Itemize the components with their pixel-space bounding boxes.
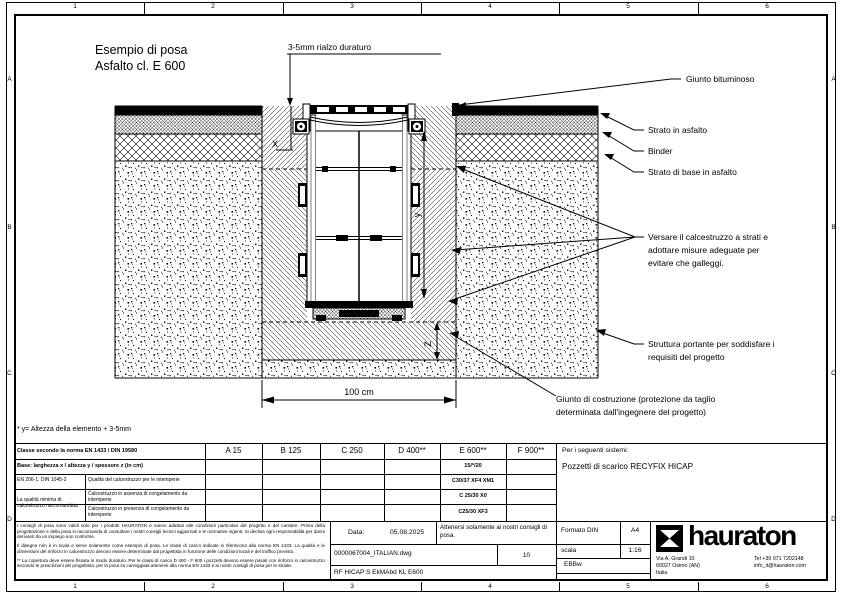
callout-giunto-bituminoso-label: Giunto bituminoso	[686, 74, 755, 84]
grid-row-label: D	[831, 516, 836, 523]
grid-row-label: A	[7, 76, 12, 83]
address-line: Via A. Grandi 10	[656, 556, 695, 562]
scale-label: scala	[561, 547, 577, 554]
page-title-line1: Esempio di posa	[95, 43, 188, 57]
grid-col-label: 3	[350, 583, 354, 590]
dimension-width-label: 100 cm	[344, 387, 374, 397]
grid-col-label: 6	[765, 583, 769, 590]
footnote-y: * y= Altezza della elemento + 3-5mm	[17, 426, 132, 433]
concrete-row2-e600: C 25/30 X0	[459, 493, 487, 499]
concrete-row3-label: Calcestruzzo in presenza di congelamento da intemperie	[88, 506, 190, 518]
grid-row-label: C	[831, 370, 836, 377]
address-line: Italia	[656, 569, 668, 576]
systems-label: Per i seguenti sistemi:	[562, 447, 629, 454]
grid-col-label: 2	[211, 3, 215, 10]
concrete-row2-label: Calcestruzzo in assenza di congelamento da intemperie	[88, 491, 188, 503]
concrete-row3-e600: C25/30 XF3	[458, 509, 488, 515]
format-label: Formato DIN	[561, 527, 599, 534]
systems-value: Pozzetti di scarico RECYFIX HICAP	[562, 462, 694, 471]
grid-col-label: 1	[73, 3, 77, 10]
callout-versare-line2: adottare misure adeguate per	[648, 245, 760, 255]
format-value: A4	[630, 527, 640, 534]
grid-row-label: C	[7, 370, 12, 377]
dimension-z-label: Z	[423, 341, 433, 347]
class-d400: D 400**	[398, 446, 426, 455]
class-table-row2-label: Base: larghezza x / altezza y / spessore z (in cm)	[17, 463, 143, 469]
contact-line: Tel +39 071 7202148	[754, 556, 804, 562]
grid-col-label: 5	[626, 3, 630, 10]
dimension-y-label: y	[412, 212, 422, 218]
disclaimer-paragraph: Il disegno non è in scala e serve solamente come esempio di posa. Le classi di carico indicate si riferiscono alla norma EN 1433. La qualità e le dimensioni del rinforzo in calcestruzzo devono essere determinate dal progettista in funzione delle condizioni locali e del traffico previsto.	[17, 543, 325, 554]
callout-giunto-costruzione-line1: Giunto di costruzione (protezione da taglio	[556, 394, 716, 404]
callout-versare-line1: Versare il calcestruzzo a strati e	[648, 232, 768, 242]
concrete-note: La qualità minima di calcestruzzo raccomandata	[17, 497, 78, 509]
ground-right	[452, 103, 598, 378]
grid-col-label: 5	[626, 583, 630, 590]
scale-value: 1:16	[628, 547, 642, 554]
grid-row-label: B	[831, 224, 836, 231]
callout-strato-asfalto	[600, 113, 707, 135]
contact-line: info_it@hauraton.com	[754, 562, 806, 569]
brand-wordmark: hauraton	[688, 522, 796, 550]
callout-versare-line3: evitare che galleggi.	[648, 258, 724, 268]
class-table-row1-label: Classe secondo la norma EN 1433 / DIN 19580	[17, 448, 138, 454]
callout-binder-label: Binder	[648, 146, 673, 156]
address-line: 60027 Osimo (AN)	[656, 562, 700, 569]
advice-note: Attenersi solamente ai nostri consigli di posa.	[440, 524, 547, 539]
callout-struttura-line2: requisiti del progetto	[648, 352, 725, 362]
sheet-number: 10	[522, 552, 531, 559]
callout-struttura-line1: Struttura portante per soddisfare i	[648, 339, 775, 349]
grid-row-label: D	[7, 516, 12, 523]
grid-col-label: 6	[765, 3, 769, 10]
grid-col-label: 3	[350, 3, 354, 10]
shaft-interior	[316, 115, 402, 303]
callout-strato-base-label: Strato di base in asfalto	[648, 167, 737, 177]
dimension-width	[262, 380, 456, 408]
class-f900: F 900**	[517, 446, 545, 455]
callout-strato-asfalto-label: Strato in asfalto	[648, 125, 708, 135]
page-title-line2: Asfalto cl. E 600	[95, 59, 186, 73]
callout-rialzo	[287, 42, 441, 106]
class-b125: B 125	[280, 446, 302, 455]
callout-binder	[602, 132, 673, 156]
hauraton-logo-icon	[656, 525, 683, 552]
contact-block	[754, 556, 828, 570]
class-e600: E 600**	[459, 446, 487, 455]
date-label: Data:	[348, 529, 365, 536]
callout-rialzo-label: 3-5mm rialzo duraturo	[288, 42, 372, 52]
callout-struttura	[596, 329, 775, 362]
disclaimer-paragraph: ** La copertura deve essere fissata in modo duraturo. Per le classi di carico D 400 - F 900 i pozzetti devono essere posati con rinforzo in calcestruzzo secondo le prescrizioni del progettista; per la posa su carreggiata attenersi alla norma EN 1433 e ai nostri consigli di posa per le strade.	[17, 557, 325, 568]
callout-strato-base	[604, 154, 737, 177]
grid-col-label: 4	[488, 3, 492, 10]
drawing-title-code: RF HICAP S EkMAbd KL E600	[334, 569, 424, 576]
grid-row-label: A	[831, 76, 836, 83]
shaft-bottom	[305, 301, 413, 321]
ground-left	[115, 106, 262, 378]
grid-col-label: 1	[73, 583, 77, 590]
drawing-file: 0000067004_ITALIAN.dwg	[334, 550, 412, 557]
callout-giunto-costruzione-line2: determinata dall'ingegnere del progetto)	[556, 407, 706, 417]
concrete-norm: EN 206-1; DIN 1045-2	[17, 477, 67, 483]
concrete-row1-e600: C30/37 XF4 XM1	[451, 478, 495, 484]
grid-col-label: 2	[211, 583, 215, 590]
address-block	[656, 556, 751, 576]
callout-giunto-bituminoso	[456, 74, 755, 109]
editor-initials: EBBw	[564, 561, 582, 568]
date-value: 05.08.2025	[390, 529, 425, 536]
base-dimensions-e600: 15/*/20	[464, 463, 482, 469]
grid-col-label: 4	[488, 583, 492, 590]
disclaimer-paragraph: I consigli di posa sono validi solo per i prodotti HAURATON e vanno adattati alle condizioni particolari del progetto e del cantiere. Prima della progettazione e della posa si raccomanda di consultare i nostri consigli tecnici aggiornati e le normative vigenti. Si declina ogni responsabilità per danni derivanti da un impiego non conforme.	[17, 523, 325, 539]
concrete-row1-label: Qualità del calcestruzzo per le intemperie	[88, 477, 180, 483]
class-c250: C 250	[341, 446, 363, 455]
grid-row-label: B	[7, 224, 12, 231]
class-a15: A 15	[225, 446, 242, 455]
dimension-x-label: X	[272, 139, 279, 149]
disclaimer-block	[17, 523, 325, 579]
